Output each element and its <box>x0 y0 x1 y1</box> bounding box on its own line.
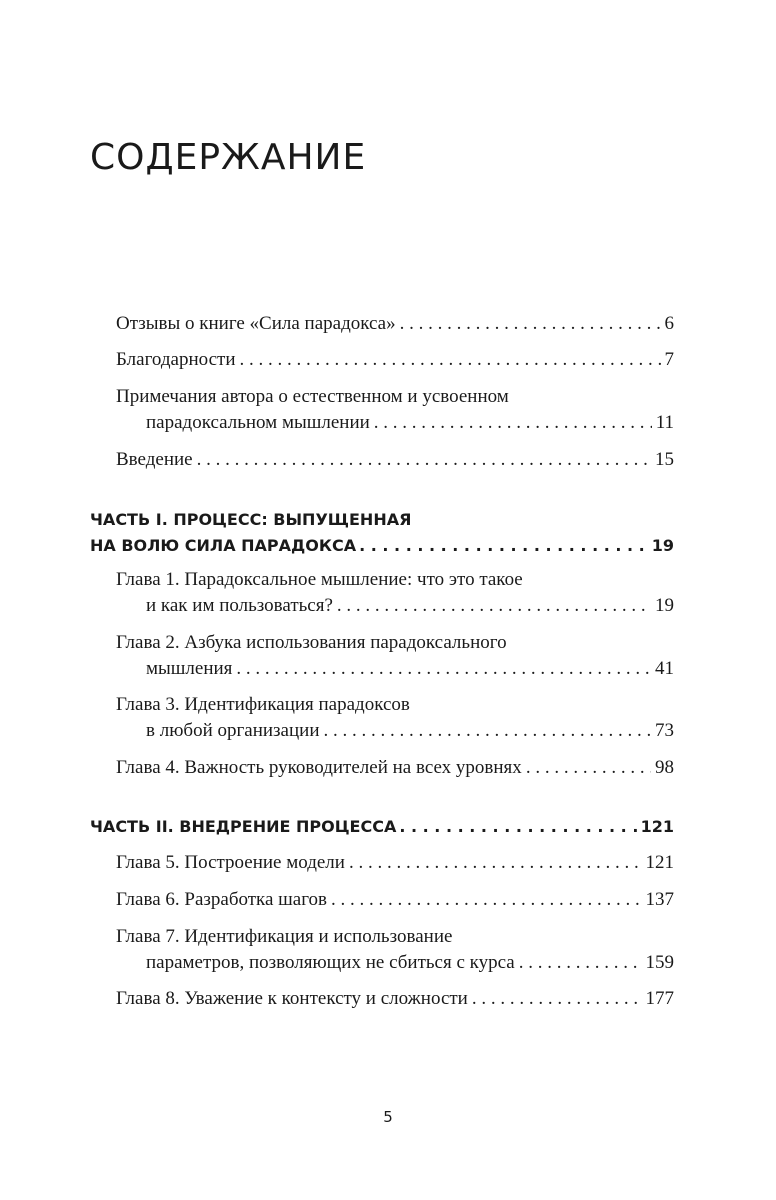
dot-leader <box>324 718 652 744</box>
toc-entry-title-continued: и как им пользоваться? <box>146 595 333 616</box>
toc-part-2[interactable] <box>90 814 674 840</box>
toc-page-number: 137 <box>645 889 674 910</box>
toc-entry-introduction[interactable] <box>116 447 674 473</box>
dot-leader <box>400 311 661 337</box>
toc-entry-title: Благодарности <box>116 349 236 370</box>
toc-entry-title: Введение <box>116 449 193 470</box>
toc-page-number: 121 <box>645 852 674 873</box>
footer-page-number: 5 <box>383 1108 393 1126</box>
toc-page-number: 41 <box>655 658 674 679</box>
dot-leader <box>236 656 651 682</box>
dot-leader <box>526 755 651 781</box>
dot-leader <box>519 950 642 976</box>
toc-entry-acknowledgements[interactable] <box>116 347 674 373</box>
toc-entry-title: Глава 7. Идентификация и использование <box>116 926 453 947</box>
toc-page-number: 73 <box>655 720 674 741</box>
dot-leader <box>197 447 651 473</box>
dot-leader <box>349 850 642 876</box>
toc-entry-title-continued: парадоксальном мышлении <box>146 412 370 433</box>
toc-part-1[interactable] <box>90 507 674 559</box>
dot-leader <box>359 533 649 559</box>
toc-entry-title: Отзывы о книге «Сила парадокса» <box>116 313 396 334</box>
toc-entry-title: Примечания автора о естественном и усвоенном <box>116 386 509 407</box>
dot-leader <box>331 887 641 913</box>
toc-entry-chapter-5[interactable] <box>116 850 674 876</box>
toc-entry-title: Глава 3. Идентификация парадоксов <box>116 694 410 715</box>
toc-entry-chapter-8[interactable] <box>116 986 674 1012</box>
toc-entry-chapter-3[interactable] <box>116 692 674 744</box>
toc-page-number: 19 <box>651 536 674 555</box>
dot-leader <box>374 410 652 436</box>
toc-part-title-continued: НА ВОЛЮ СИЛА ПАРАДОКСА <box>90 536 357 555</box>
toc-page-number: 7 <box>664 349 674 370</box>
toc-part-title: ЧАСТЬ I. ПРОЦЕСС: ВЫПУЩЕННАЯ <box>90 510 412 529</box>
toc-entry-title: Глава 8. Уважение к контексту и сложности <box>116 988 468 1009</box>
toc-entry-chapter-2[interactable] <box>116 630 674 682</box>
toc-page-number: 19 <box>655 595 674 616</box>
toc-page-number: 15 <box>655 449 674 470</box>
toc-entry-title: Глава 4. Важность руководителей на всех уровнях <box>116 757 522 778</box>
toc-entry-chapter-1[interactable] <box>116 567 674 619</box>
toc-page-number: 98 <box>655 757 674 778</box>
toc-entry-title-continued: параметров, позволяющих не сбиться с курса <box>146 952 515 973</box>
dot-leader <box>399 814 637 840</box>
toc-entry-reviews[interactable] <box>116 311 674 337</box>
toc-entry-title-continued: мышления <box>146 658 233 679</box>
toc-part-title: ЧАСТЬ II. ВНЕДРЕНИЕ ПРОЦЕССА <box>90 817 397 836</box>
toc-entry-chapter-6[interactable] <box>116 887 674 913</box>
toc-page-number: 121 <box>640 817 674 836</box>
toc-page-number: 177 <box>645 988 674 1009</box>
toc-page-number: 6 <box>664 313 674 334</box>
toc-entry-title: Глава 2. Азбука использования парадоксального <box>116 632 507 653</box>
dot-leader <box>240 347 661 373</box>
toc-entry-title: Глава 6. Разработка шагов <box>116 889 328 910</box>
toc-entry-title: Глава 1. Парадоксальное мышление: что это такое <box>116 569 523 590</box>
dot-leader <box>337 593 651 619</box>
page-title: СОДЕРЖАНИЕ <box>90 137 367 178</box>
toc-page-number: 11 <box>655 412 674 433</box>
toc-entry-chapter-7[interactable] <box>116 924 674 976</box>
toc-entry-author-notes[interactable] <box>116 384 674 436</box>
toc-entry-title-continued: в любой организации <box>146 720 320 741</box>
toc-entry-chapter-4[interactable] <box>116 755 674 781</box>
dot-leader <box>472 986 642 1012</box>
toc-page-number: 159 <box>645 952 674 973</box>
toc-entry-title: Глава 5. Построение модели <box>116 852 345 873</box>
